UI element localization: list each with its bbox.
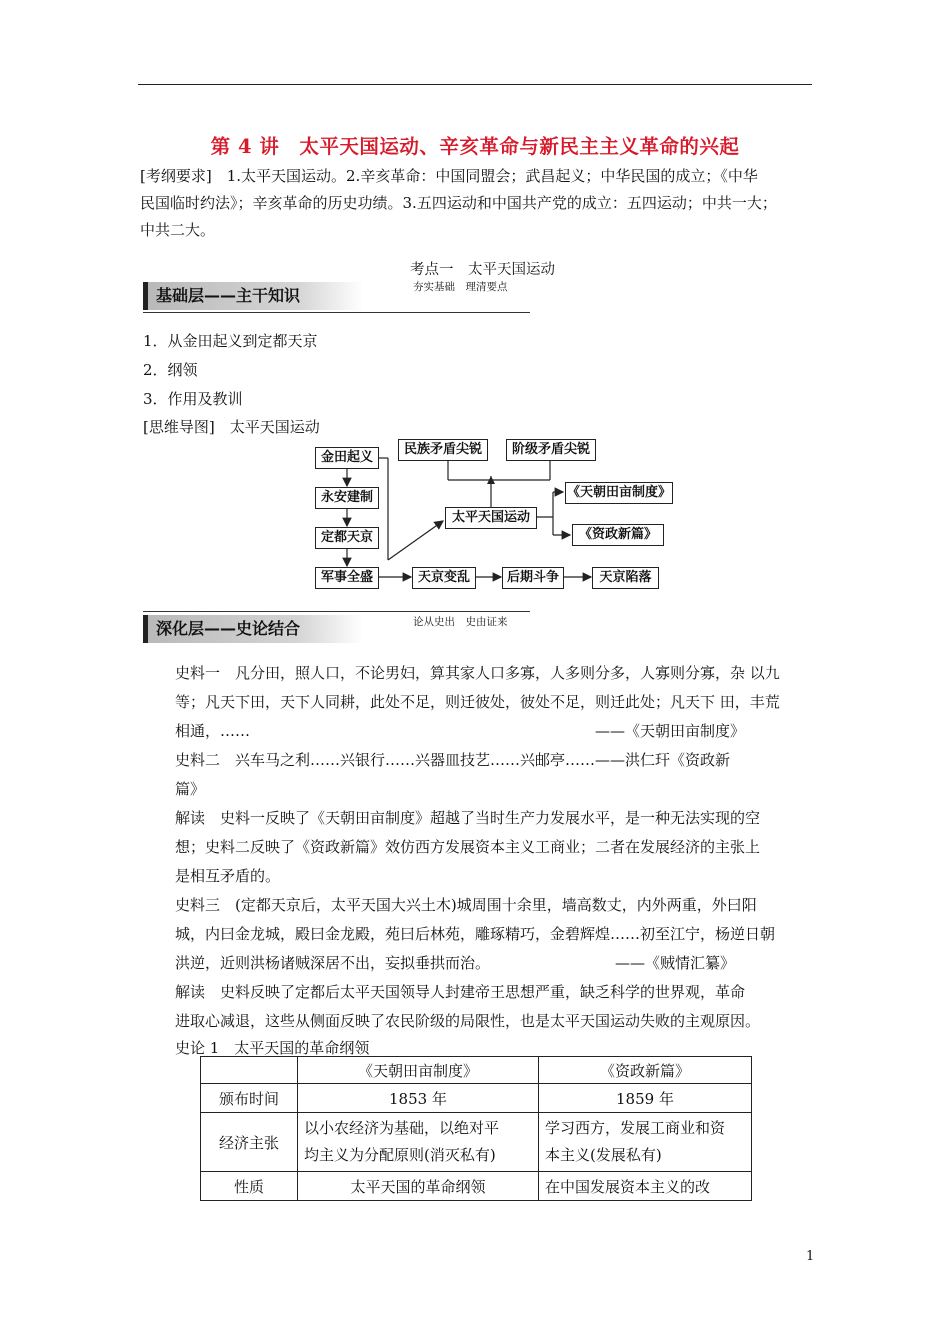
cell-line: 以小农经济为基础，以绝对平 <box>304 1119 500 1137</box>
mindmap-label: [思维导图] 太平天国运动 <box>143 418 320 436</box>
text-line: 篇》 <box>175 780 206 798</box>
section-tag: 论从史出 史由证来 <box>413 616 508 628</box>
node-taiping: 太平天国运动 <box>445 507 537 529</box>
node-bianluan: 天京变乱 <box>412 567 476 589</box>
text-line: 史料二 兴车马之利……兴银行……兴器皿技艺……兴邮亭……——洪仁玕《资政新 <box>175 751 731 769</box>
cell-line: 学习西方，发展工商业和资 <box>545 1119 726 1137</box>
list-item: 1．从金田起义到定都天京 <box>143 332 318 350</box>
citation: ——《天朝田亩制度》 <box>594 722 745 740</box>
text-line: 进取心减退，这些从侧面反映了农民阶级的局限性，也是太平天国运动失败的主观原因。 <box>175 1012 761 1030</box>
program-table <box>200 1056 752 1201</box>
source-one <box>175 659 815 1036</box>
text-line: 城，内曰金龙城，殿曰金龙殿，苑曰后林苑，雕琢精巧，金碧辉煌……初至江宁，杨逆日朝 <box>175 925 776 943</box>
requirements-line: 民国临时约法》；辛亥革命的历史功绩。3.五四运动和中国共产党的成立：五四运动；中共一大； <box>140 194 777 212</box>
text-line: 解读 史料一反映了《天朝田亩制度》超越了当时生产力发展水平，是一种无法实现的空 <box>175 809 761 827</box>
table-row <box>201 1172 752 1201</box>
shilun-heading: 史论 1 太平天国的革命纲领 <box>175 1039 370 1057</box>
table-header <box>201 1057 298 1084</box>
text-line: 解读 史料反映了定都后太平天国领导人封建帝王思想严重，缺乏科学的世界观，革命 <box>175 983 746 1001</box>
text-line: 等；凡天下田，天下人同耕，此处不足，则迁彼处，彼处不足，则迁此处；凡天下 田，丰荒 <box>175 693 780 711</box>
table-header: 《天朝田亩制度》 <box>298 1057 539 1084</box>
table-cell: 1853 年 <box>298 1084 539 1113</box>
requirements-line: [考纲要求] 1.太平天国运动。2.辛亥革命：中国同盟会；武昌起义；中华民国的成立；《中华 <box>140 167 758 185</box>
table-cell: 1859 年 <box>539 1084 752 1113</box>
node-junshi: 军事全盛 <box>315 567 379 589</box>
list-item: 2．纲领 <box>143 361 198 379</box>
table-cell: 颁布时间 <box>201 1084 298 1113</box>
node-dingdu: 定都天京 <box>315 527 379 549</box>
text-segment: 相通，…… <box>175 722 251 740</box>
exam-requirements <box>140 163 815 244</box>
table-cell: 在中国发展资本主义的改 <box>539 1172 752 1201</box>
section-banner-deep: 深化层——史论结合 <box>143 615 363 643</box>
node-jintian: 金田起义 <box>315 447 379 469</box>
table-cell: 太平天国的革命纲领 <box>298 1172 539 1201</box>
node-zizheng: 《资政新篇》 <box>572 524 664 546</box>
text-line: 是相互矛盾的。 <box>175 867 281 885</box>
node-tianchao: 《天朝田亩制度》 <box>565 482 673 504</box>
table-row <box>201 1113 752 1172</box>
citation: ——《贼情汇纂》 <box>614 954 735 972</box>
cell-line: 均主义为分配原则(消灭私有) <box>304 1146 496 1164</box>
node-yongan: 永安建制 <box>315 487 379 509</box>
header-rule <box>138 84 812 85</box>
node-jieji: 阶级矛盾尖锐 <box>506 439 596 461</box>
text-line: 史料三 (定都天京后，太平天国大兴土木)城周围十余里，墙高数丈，内外两重，外曰阳 <box>175 896 757 914</box>
cell-line: 本主义(发展私有) <box>545 1146 662 1164</box>
table-cell: 经济主张 <box>201 1113 298 1172</box>
text-line <box>175 717 815 746</box>
list-item: 3．作用及教训 <box>143 390 243 408</box>
node-houqi: 后期斗争 <box>502 567 564 589</box>
table-row <box>201 1057 752 1084</box>
page-title: 第 4 讲 太平天国运动、辛亥革命与新民主主义革命的兴起 <box>210 135 740 158</box>
section-banner-basic: 基础层——主干知识 <box>143 282 363 310</box>
text-line: 史料一 凡分田，照人口，不论男妇，算其家人口多寡，人多则分多，人寡则分寡，杂 以九 <box>175 664 780 682</box>
kaodian-subtitle: 夯实基础 理清要点 <box>413 281 508 293</box>
text-segment: 洪逆，近则洪杨诸贼深居不出，妄拟垂拱而治。 <box>175 954 491 972</box>
page-number: 1 <box>806 1249 815 1264</box>
table-cell <box>539 1113 752 1172</box>
text-line <box>175 949 815 978</box>
banner-underline <box>143 312 530 313</box>
node-xianluo: 天京陷落 <box>592 567 659 589</box>
table-row <box>201 1084 752 1113</box>
text-line: 想；史料二反映了《资政新篇》效仿西方发展资本主义工商业；二者在发展经济的主张上 <box>175 838 761 856</box>
node-minzu: 民族矛盾尖锐 <box>398 439 488 461</box>
table-header: 《资政新篇》 <box>539 1057 752 1084</box>
table-cell: 性质 <box>201 1172 298 1201</box>
requirements-line: 中共二大。 <box>140 221 216 239</box>
kaodian-title: 考点一 太平天国运动 <box>410 262 555 278</box>
table-cell <box>298 1113 539 1172</box>
banner-topline <box>143 611 530 612</box>
